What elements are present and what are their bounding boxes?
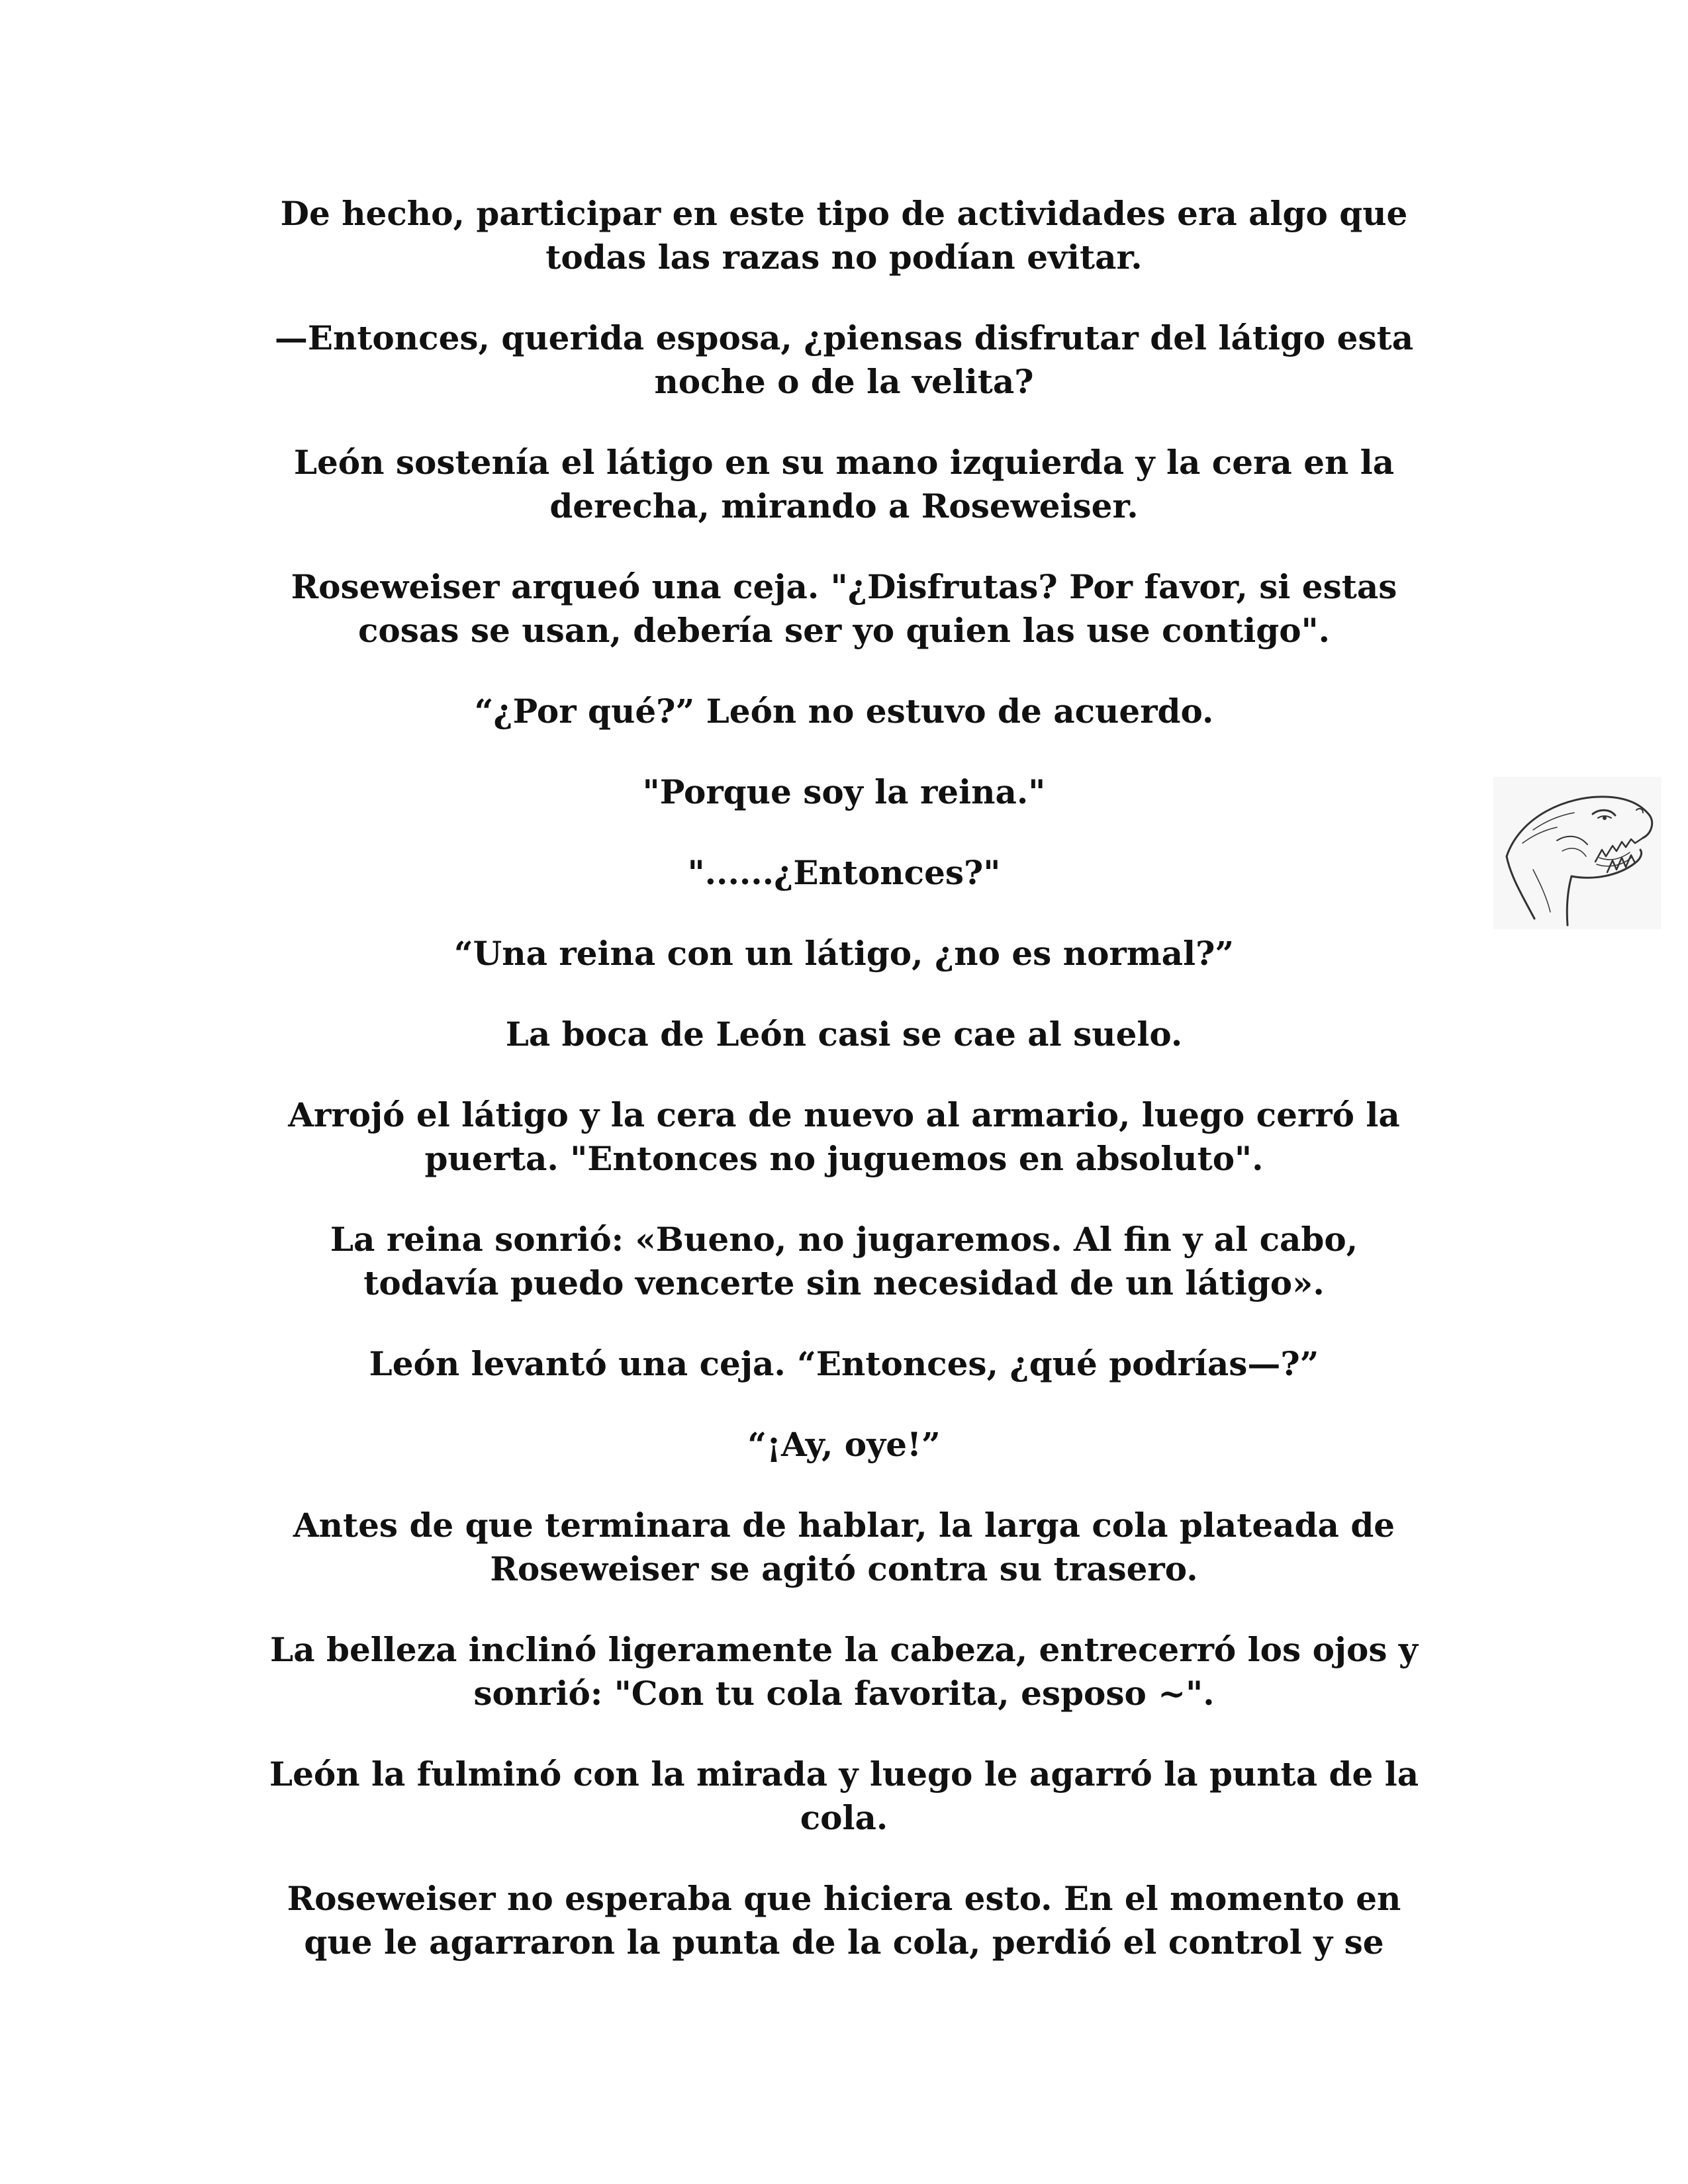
text-line: León sostenía el látigo en su mano izquierda y la cera en la [293,443,1395,482]
paragraph [218,1218,1470,1305]
text-line: León la fulminó con la mirada y luego le agarró la punta de la [269,1754,1419,1794]
paragraph [218,1628,1470,1715]
text-line: “¿Por qué?” León no estuvo de acuerdo. [474,692,1214,731]
paragraph [218,770,1470,814]
dinosaur-head-sketch-icon [1493,777,1662,929]
text-line: cosas se usan, debería ser yo quien las use contigo". [357,611,1331,650]
text-line: Arrojó el látigo y la cera de nuevo al armario, luego cerró la [288,1095,1400,1134]
paragraph [218,1342,1470,1386]
paragraph [218,316,1470,404]
paragraph [218,1093,1470,1181]
paragraph [218,932,1470,976]
paragraph [218,1504,1470,1591]
text-line: La belleza inclinó ligeramente la cabeza, entrecerró los ojos y [270,1630,1418,1669]
text-line: puerta. "Entonces no juguemos en absoluto". [424,1139,1264,1178]
text-line: noche o de la velita? [654,362,1034,401]
text-line: “¡Ay, oye!” [747,1425,941,1464]
text-line: Roseweiser arqueó una ceja. "¿Disfrutas? Por favor, si estas [291,567,1397,606]
paragraph [218,565,1470,653]
text-line: "......¿Entonces?" [687,853,1001,892]
text-line: "Porque soy la reina." [642,772,1046,811]
text-line: Antes de que terminara de hablar, la larga cola plateada de [293,1506,1395,1545]
paragraph [218,1013,1470,1056]
text-line: “Una reina con un látigo, ¿no es normal?” [453,934,1235,973]
text-line: La reina sonrió: «Bueno, no jugaremos. Al fin y al cabo, [330,1220,1358,1259]
text-column [218,192,1470,2001]
paragraph [218,192,1470,279]
text-line: León levantó una ceja. “Entonces, ¿qué podrías—?” [369,1344,1319,1383]
paragraph [218,690,1470,733]
text-line: De hecho, participar en este tipo de actividades era algo que [280,194,1408,233]
text-line: sonrió: "Con tu cola favorita, esposo ~". [473,1674,1215,1713]
paragraph [218,1423,1470,1467]
paragraph [218,1877,1470,1964]
text-line: La boca de León casi se cae al suelo. [505,1015,1183,1054]
text-line: derecha, mirando a Roseweiser. [549,486,1139,525]
text-line: Roseweiser se agitó contra su trasero. [490,1549,1198,1588]
text-line: todavía puedo vencerte sin necesidad de un látigo». [363,1263,1325,1302]
text-line: todas las razas no podían evitar. [545,238,1143,277]
text-line: cola. [800,1798,888,1837]
text-line: que le agarraron la punta de la cola, perdió el control y se [304,1923,1384,1962]
text-line: Roseweiser no esperaba que hiciera esto. En el momento en [287,1879,1401,1918]
paragraph [218,1752,1470,1840]
paragraph [218,851,1470,895]
paragraph [218,441,1470,528]
text-line: —Entonces, querida esposa, ¿piensas disfrutar del látigo esta [274,318,1414,357]
